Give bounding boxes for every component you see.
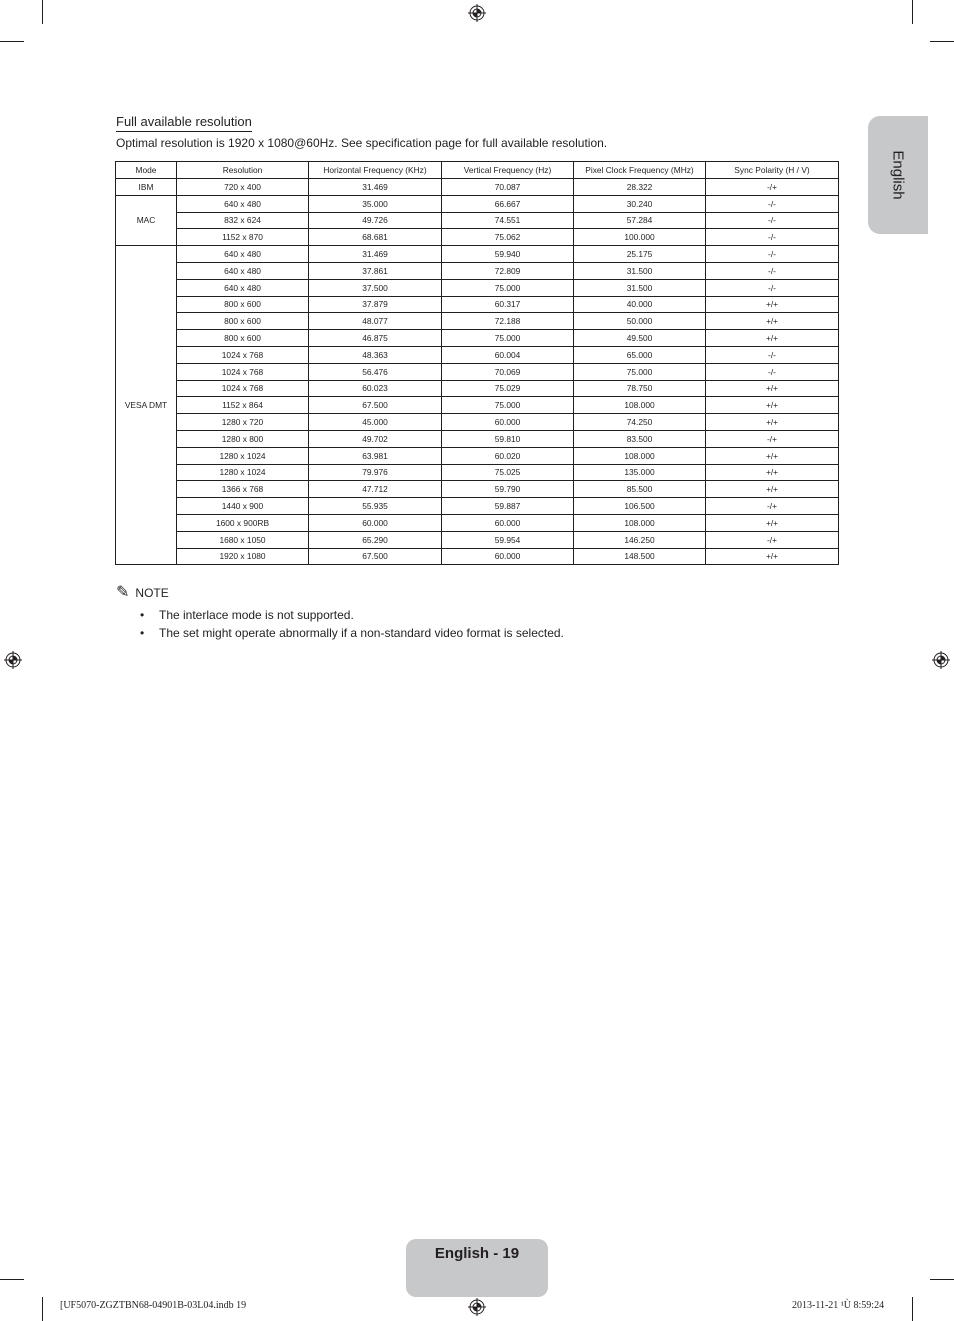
table-row bbox=[116, 330, 839, 347]
crop-mark bbox=[0, 1279, 24, 1280]
table-row bbox=[116, 346, 839, 363]
cell-resolution: 1280 x 1024 bbox=[177, 464, 309, 481]
cell-sync-polarity: -/+ bbox=[706, 531, 839, 548]
cell-resolution: 800 x 600 bbox=[177, 296, 309, 313]
cell-pixel-clock: 83.500 bbox=[574, 430, 706, 447]
cell-horizontal-frequency: 79.976 bbox=[309, 464, 442, 481]
cell-horizontal-frequency: 31.469 bbox=[309, 179, 442, 196]
cell-horizontal-frequency: 60.000 bbox=[309, 514, 442, 531]
cell-pixel-clock: 49.500 bbox=[574, 330, 706, 347]
cell-horizontal-frequency: 60.023 bbox=[309, 380, 442, 397]
section-description: Optimal resolution is 1920 x 1080@60Hz. See specification page for full available resolution. bbox=[116, 136, 608, 150]
cell-resolution: 640 x 480 bbox=[177, 262, 309, 279]
cell-vertical-frequency: 70.069 bbox=[442, 363, 574, 380]
cell-pixel-clock: 75.000 bbox=[574, 363, 706, 380]
cell-horizontal-frequency: 37.861 bbox=[309, 262, 442, 279]
cell-sync-polarity: -/- bbox=[706, 363, 839, 380]
cell-vertical-frequency: 72.809 bbox=[442, 262, 574, 279]
cell-pixel-clock: 31.500 bbox=[574, 279, 706, 296]
table-row bbox=[116, 498, 839, 515]
cell-vertical-frequency: 60.020 bbox=[442, 447, 574, 464]
cell-horizontal-frequency: 45.000 bbox=[309, 414, 442, 431]
cell-sync-polarity: +/+ bbox=[706, 447, 839, 464]
registration-mark-icon bbox=[468, 4, 486, 22]
table-header-row bbox=[116, 162, 839, 179]
cell-resolution: 1280 x 720 bbox=[177, 414, 309, 431]
cell-sync-polarity: -/- bbox=[706, 229, 839, 246]
cell-horizontal-frequency: 37.879 bbox=[309, 296, 442, 313]
cell-resolution: 800 x 600 bbox=[177, 313, 309, 330]
bullet-icon: • bbox=[140, 608, 145, 622]
cell-horizontal-frequency: 55.935 bbox=[309, 498, 442, 515]
cell-sync-polarity: -/- bbox=[706, 279, 839, 296]
table-row bbox=[116, 229, 839, 246]
crop-mark bbox=[42, 0, 43, 24]
header-pixel-clock: Pixel Clock Frequency (MHz) bbox=[574, 162, 706, 179]
cell-horizontal-frequency: 63.981 bbox=[309, 447, 442, 464]
table-row bbox=[116, 212, 839, 229]
cell-sync-polarity: -/- bbox=[706, 262, 839, 279]
cell-resolution: 1280 x 1024 bbox=[177, 447, 309, 464]
table-row bbox=[116, 397, 839, 414]
cell-sync-polarity: -/- bbox=[706, 195, 839, 212]
cell-pixel-clock: 28.322 bbox=[574, 179, 706, 196]
cell-sync-polarity: -/- bbox=[706, 212, 839, 229]
table-row bbox=[116, 279, 839, 296]
cell-sync-polarity: +/+ bbox=[706, 481, 839, 498]
crop-mark bbox=[0, 41, 24, 42]
cell-sync-polarity: +/+ bbox=[706, 514, 839, 531]
cell-resolution: 1024 x 768 bbox=[177, 363, 309, 380]
cell-pixel-clock: 106.500 bbox=[574, 498, 706, 515]
cell-horizontal-frequency: 35.000 bbox=[309, 195, 442, 212]
cell-resolution: 720 x 400 bbox=[177, 179, 309, 196]
crop-mark bbox=[42, 1297, 43, 1321]
cell-pixel-clock: 50.000 bbox=[574, 313, 706, 330]
cell-resolution: 800 x 600 bbox=[177, 330, 309, 347]
cell-horizontal-frequency: 37.500 bbox=[309, 279, 442, 296]
cell-horizontal-frequency: 49.726 bbox=[309, 212, 442, 229]
cell-sync-polarity: +/+ bbox=[706, 380, 839, 397]
cell-horizontal-frequency: 49.702 bbox=[309, 430, 442, 447]
cell-vertical-frequency: 66.667 bbox=[442, 195, 574, 212]
header-mode: Mode bbox=[116, 162, 177, 179]
registration-mark-icon bbox=[4, 651, 22, 669]
header-sync-polarity: Sync Polarity (H / V) bbox=[706, 162, 839, 179]
cell-pixel-clock: 108.000 bbox=[574, 514, 706, 531]
cell-sync-polarity: +/+ bbox=[706, 414, 839, 431]
cell-horizontal-frequency: 48.363 bbox=[309, 346, 442, 363]
cell-resolution: 1024 x 768 bbox=[177, 380, 309, 397]
list-item bbox=[116, 606, 564, 624]
cell-resolution: 832 x 624 bbox=[177, 212, 309, 229]
table-row bbox=[116, 313, 839, 330]
cell-vertical-frequency: 60.000 bbox=[442, 548, 574, 565]
cell-resolution: 1024 x 768 bbox=[177, 346, 309, 363]
table-row bbox=[116, 481, 839, 498]
cell-sync-polarity: -/+ bbox=[706, 430, 839, 447]
cell-horizontal-frequency: 68.681 bbox=[309, 229, 442, 246]
table-row bbox=[116, 548, 839, 565]
table-row bbox=[116, 447, 839, 464]
note-block bbox=[116, 584, 564, 642]
table-row bbox=[116, 430, 839, 447]
cell-pixel-clock: 108.000 bbox=[574, 397, 706, 414]
cell-sync-polarity: +/+ bbox=[706, 330, 839, 347]
pencil-icon: ✎ bbox=[116, 584, 130, 601]
table-row bbox=[116, 179, 839, 196]
table-row bbox=[116, 195, 839, 212]
cell-pixel-clock: 108.000 bbox=[574, 447, 706, 464]
cell-horizontal-frequency: 67.500 bbox=[309, 397, 442, 414]
cell-vertical-frequency: 60.004 bbox=[442, 346, 574, 363]
cell-pixel-clock: 74.250 bbox=[574, 414, 706, 431]
cell-vertical-frequency: 75.000 bbox=[442, 330, 574, 347]
cell-resolution: 640 x 480 bbox=[177, 195, 309, 212]
table-row bbox=[116, 246, 839, 263]
cell-vertical-frequency: 59.810 bbox=[442, 430, 574, 447]
cell-vertical-frequency: 60.000 bbox=[442, 414, 574, 431]
table-body bbox=[116, 179, 839, 565]
footer-timestamp: 2013-11-21 ¹Ù 8:59:24 bbox=[792, 1300, 885, 1311]
header-horizontal-frequency: Horizontal Frequency (KHz) bbox=[309, 162, 442, 179]
table-row bbox=[116, 363, 839, 380]
crop-mark bbox=[912, 1297, 913, 1321]
registration-mark-icon bbox=[932, 651, 950, 669]
page-number-tab bbox=[406, 1239, 548, 1297]
cell-vertical-frequency: 59.790 bbox=[442, 481, 574, 498]
note-item-text: The interlace mode is not supported. bbox=[159, 608, 354, 622]
cell-vertical-frequency: 59.887 bbox=[442, 498, 574, 515]
cell-horizontal-frequency: 46.875 bbox=[309, 330, 442, 347]
table-row bbox=[116, 531, 839, 548]
registration-mark-icon bbox=[468, 1298, 486, 1316]
cell-resolution: 640 x 480 bbox=[177, 279, 309, 296]
table-row bbox=[116, 514, 839, 531]
table-row bbox=[116, 296, 839, 313]
cell-resolution: 1366 x 768 bbox=[177, 481, 309, 498]
header-resolution: Resolution bbox=[177, 162, 309, 179]
note-header bbox=[116, 584, 564, 602]
cell-pixel-clock: 148.500 bbox=[574, 548, 706, 565]
cell-mode: IBM bbox=[116, 179, 177, 196]
cell-pixel-clock: 85.500 bbox=[574, 481, 706, 498]
section-title: Full available resolution bbox=[116, 114, 252, 132]
cell-vertical-frequency: 70.087 bbox=[442, 179, 574, 196]
cell-resolution: 1680 x 1050 bbox=[177, 531, 309, 548]
cell-vertical-frequency: 72.188 bbox=[442, 313, 574, 330]
cell-pixel-clock: 25.175 bbox=[574, 246, 706, 263]
cell-resolution: 640 x 480 bbox=[177, 246, 309, 263]
cell-horizontal-frequency: 48.077 bbox=[309, 313, 442, 330]
table-row bbox=[116, 464, 839, 481]
table-row bbox=[116, 262, 839, 279]
cell-vertical-frequency: 75.025 bbox=[442, 464, 574, 481]
cell-vertical-frequency: 74.551 bbox=[442, 212, 574, 229]
cell-vertical-frequency: 59.954 bbox=[442, 531, 574, 548]
cell-vertical-frequency: 59.940 bbox=[442, 246, 574, 263]
language-side-tab-label: English bbox=[889, 150, 907, 200]
cell-horizontal-frequency: 67.500 bbox=[309, 548, 442, 565]
page-number: English - 19 bbox=[434, 1245, 520, 1262]
cell-sync-polarity: +/+ bbox=[706, 397, 839, 414]
cell-vertical-frequency: 75.062 bbox=[442, 229, 574, 246]
cell-sync-polarity: +/+ bbox=[706, 548, 839, 565]
cell-horizontal-frequency: 65.290 bbox=[309, 531, 442, 548]
bullet-icon: • bbox=[140, 626, 145, 640]
note-list bbox=[116, 606, 564, 642]
cell-vertical-frequency: 60.000 bbox=[442, 514, 574, 531]
cell-vertical-frequency: 60.317 bbox=[442, 296, 574, 313]
cell-horizontal-frequency: 47.712 bbox=[309, 481, 442, 498]
resolution-table bbox=[115, 161, 839, 565]
list-item bbox=[116, 624, 564, 642]
crop-mark bbox=[912, 0, 913, 24]
cell-pixel-clock: 65.000 bbox=[574, 346, 706, 363]
cell-sync-polarity: -/+ bbox=[706, 179, 839, 196]
language-side-tab bbox=[868, 116, 928, 234]
cell-vertical-frequency: 75.000 bbox=[442, 397, 574, 414]
cell-horizontal-frequency: 31.469 bbox=[309, 246, 442, 263]
cell-resolution: 1440 x 900 bbox=[177, 498, 309, 515]
cell-sync-polarity: -/+ bbox=[706, 498, 839, 515]
cell-resolution: 1920 x 1080 bbox=[177, 548, 309, 565]
cell-pixel-clock: 146.250 bbox=[574, 531, 706, 548]
cell-sync-polarity: +/+ bbox=[706, 296, 839, 313]
cell-resolution: 1152 x 864 bbox=[177, 397, 309, 414]
cell-horizontal-frequency: 56.476 bbox=[309, 363, 442, 380]
cell-resolution: 1600 x 900RB bbox=[177, 514, 309, 531]
note-item-text: The set might operate abnormally if a non-standard video format is selected. bbox=[159, 626, 564, 640]
cell-sync-polarity: -/- bbox=[706, 346, 839, 363]
note-label: NOTE bbox=[135, 586, 169, 600]
cell-resolution: 1280 x 800 bbox=[177, 430, 309, 447]
cell-pixel-clock: 135.000 bbox=[574, 464, 706, 481]
cell-mode: MAC bbox=[116, 195, 177, 245]
cell-pixel-clock: 100.000 bbox=[574, 229, 706, 246]
table-row bbox=[116, 380, 839, 397]
table-row bbox=[116, 414, 839, 431]
cell-pixel-clock: 40.000 bbox=[574, 296, 706, 313]
cell-pixel-clock: 78.750 bbox=[574, 380, 706, 397]
cell-vertical-frequency: 75.000 bbox=[442, 279, 574, 296]
cell-mode: VESA DMT bbox=[116, 246, 177, 565]
cell-pixel-clock: 31.500 bbox=[574, 262, 706, 279]
cell-pixel-clock: 57.284 bbox=[574, 212, 706, 229]
cell-vertical-frequency: 75.029 bbox=[442, 380, 574, 397]
cell-sync-polarity: +/+ bbox=[706, 313, 839, 330]
crop-mark bbox=[930, 1279, 954, 1280]
header-vertical-frequency: Vertical Frequency (Hz) bbox=[442, 162, 574, 179]
cell-sync-polarity: -/- bbox=[706, 246, 839, 263]
crop-mark bbox=[930, 41, 954, 42]
cell-pixel-clock: 30.240 bbox=[574, 195, 706, 212]
cell-sync-polarity: +/+ bbox=[706, 464, 839, 481]
footer-file-info: [UF5070-ZGZTBN68-04901B-03L04.indb 19 bbox=[60, 1300, 247, 1311]
cell-resolution: 1152 x 870 bbox=[177, 229, 309, 246]
